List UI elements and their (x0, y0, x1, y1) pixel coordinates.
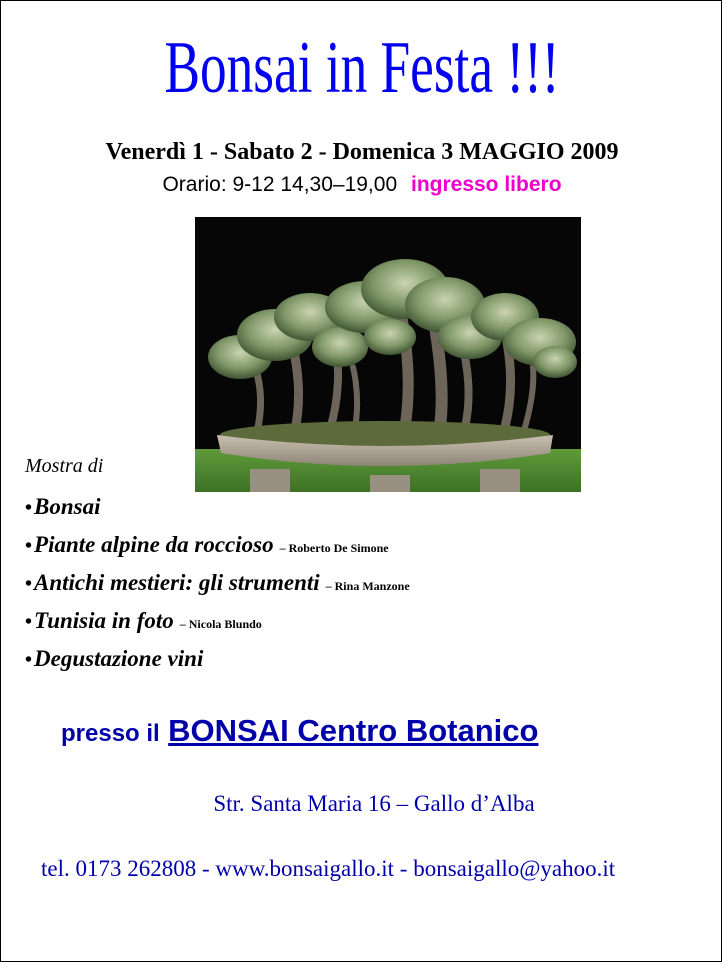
free-entry-label: ingresso libero (410, 173, 562, 196)
address: Str. Santa Maria 16 – Gallo d’Alba (213, 791, 535, 816)
list-item (25, 526, 410, 564)
exhibit-list (25, 455, 410, 678)
venue (61, 713, 538, 749)
list-item (25, 564, 410, 602)
bullet: • (25, 611, 33, 633)
exhibit-intro: Mostra di (25, 455, 104, 477)
opening-hours (1, 173, 722, 197)
list-item (25, 640, 410, 678)
list-item (25, 488, 410, 526)
poster-title: Bonsai in Festa !!! (164, 27, 560, 109)
item-label: Bonsai (34, 494, 101, 519)
item-label: Tunisia in foto (34, 608, 174, 633)
bullet: • (25, 649, 33, 671)
item-credit: – Nicola Blundo (179, 617, 262, 631)
item-credit: – Roberto De Simone (279, 541, 389, 555)
venue-prefix: presso il (61, 720, 160, 747)
event-dates: Venerdì 1 - Sabato 2 - Domenica 3 MAGGIO 2009 (105, 139, 619, 165)
hours-label: Orario: 9-12 14,30–19,00 (162, 173, 398, 196)
item-label: Piante alpine da roccioso (34, 532, 274, 557)
bullet: • (25, 497, 33, 519)
item-credit: – Rina Manzone (325, 579, 410, 593)
bullet: • (25, 573, 33, 595)
venue-link[interactable]: BONSAI Centro Botanico (168, 713, 539, 748)
bonsai-photo (195, 217, 581, 492)
list-item (25, 602, 410, 640)
item-label: Antichi mestieri: gli strumenti (34, 570, 320, 595)
contact-line: tel. 0173 262808 - www.bonsaigallo.it - bonsaigallo@yahoo.it (41, 856, 616, 881)
item-label: Degustazione vini (34, 646, 204, 671)
bullet: • (25, 535, 33, 557)
